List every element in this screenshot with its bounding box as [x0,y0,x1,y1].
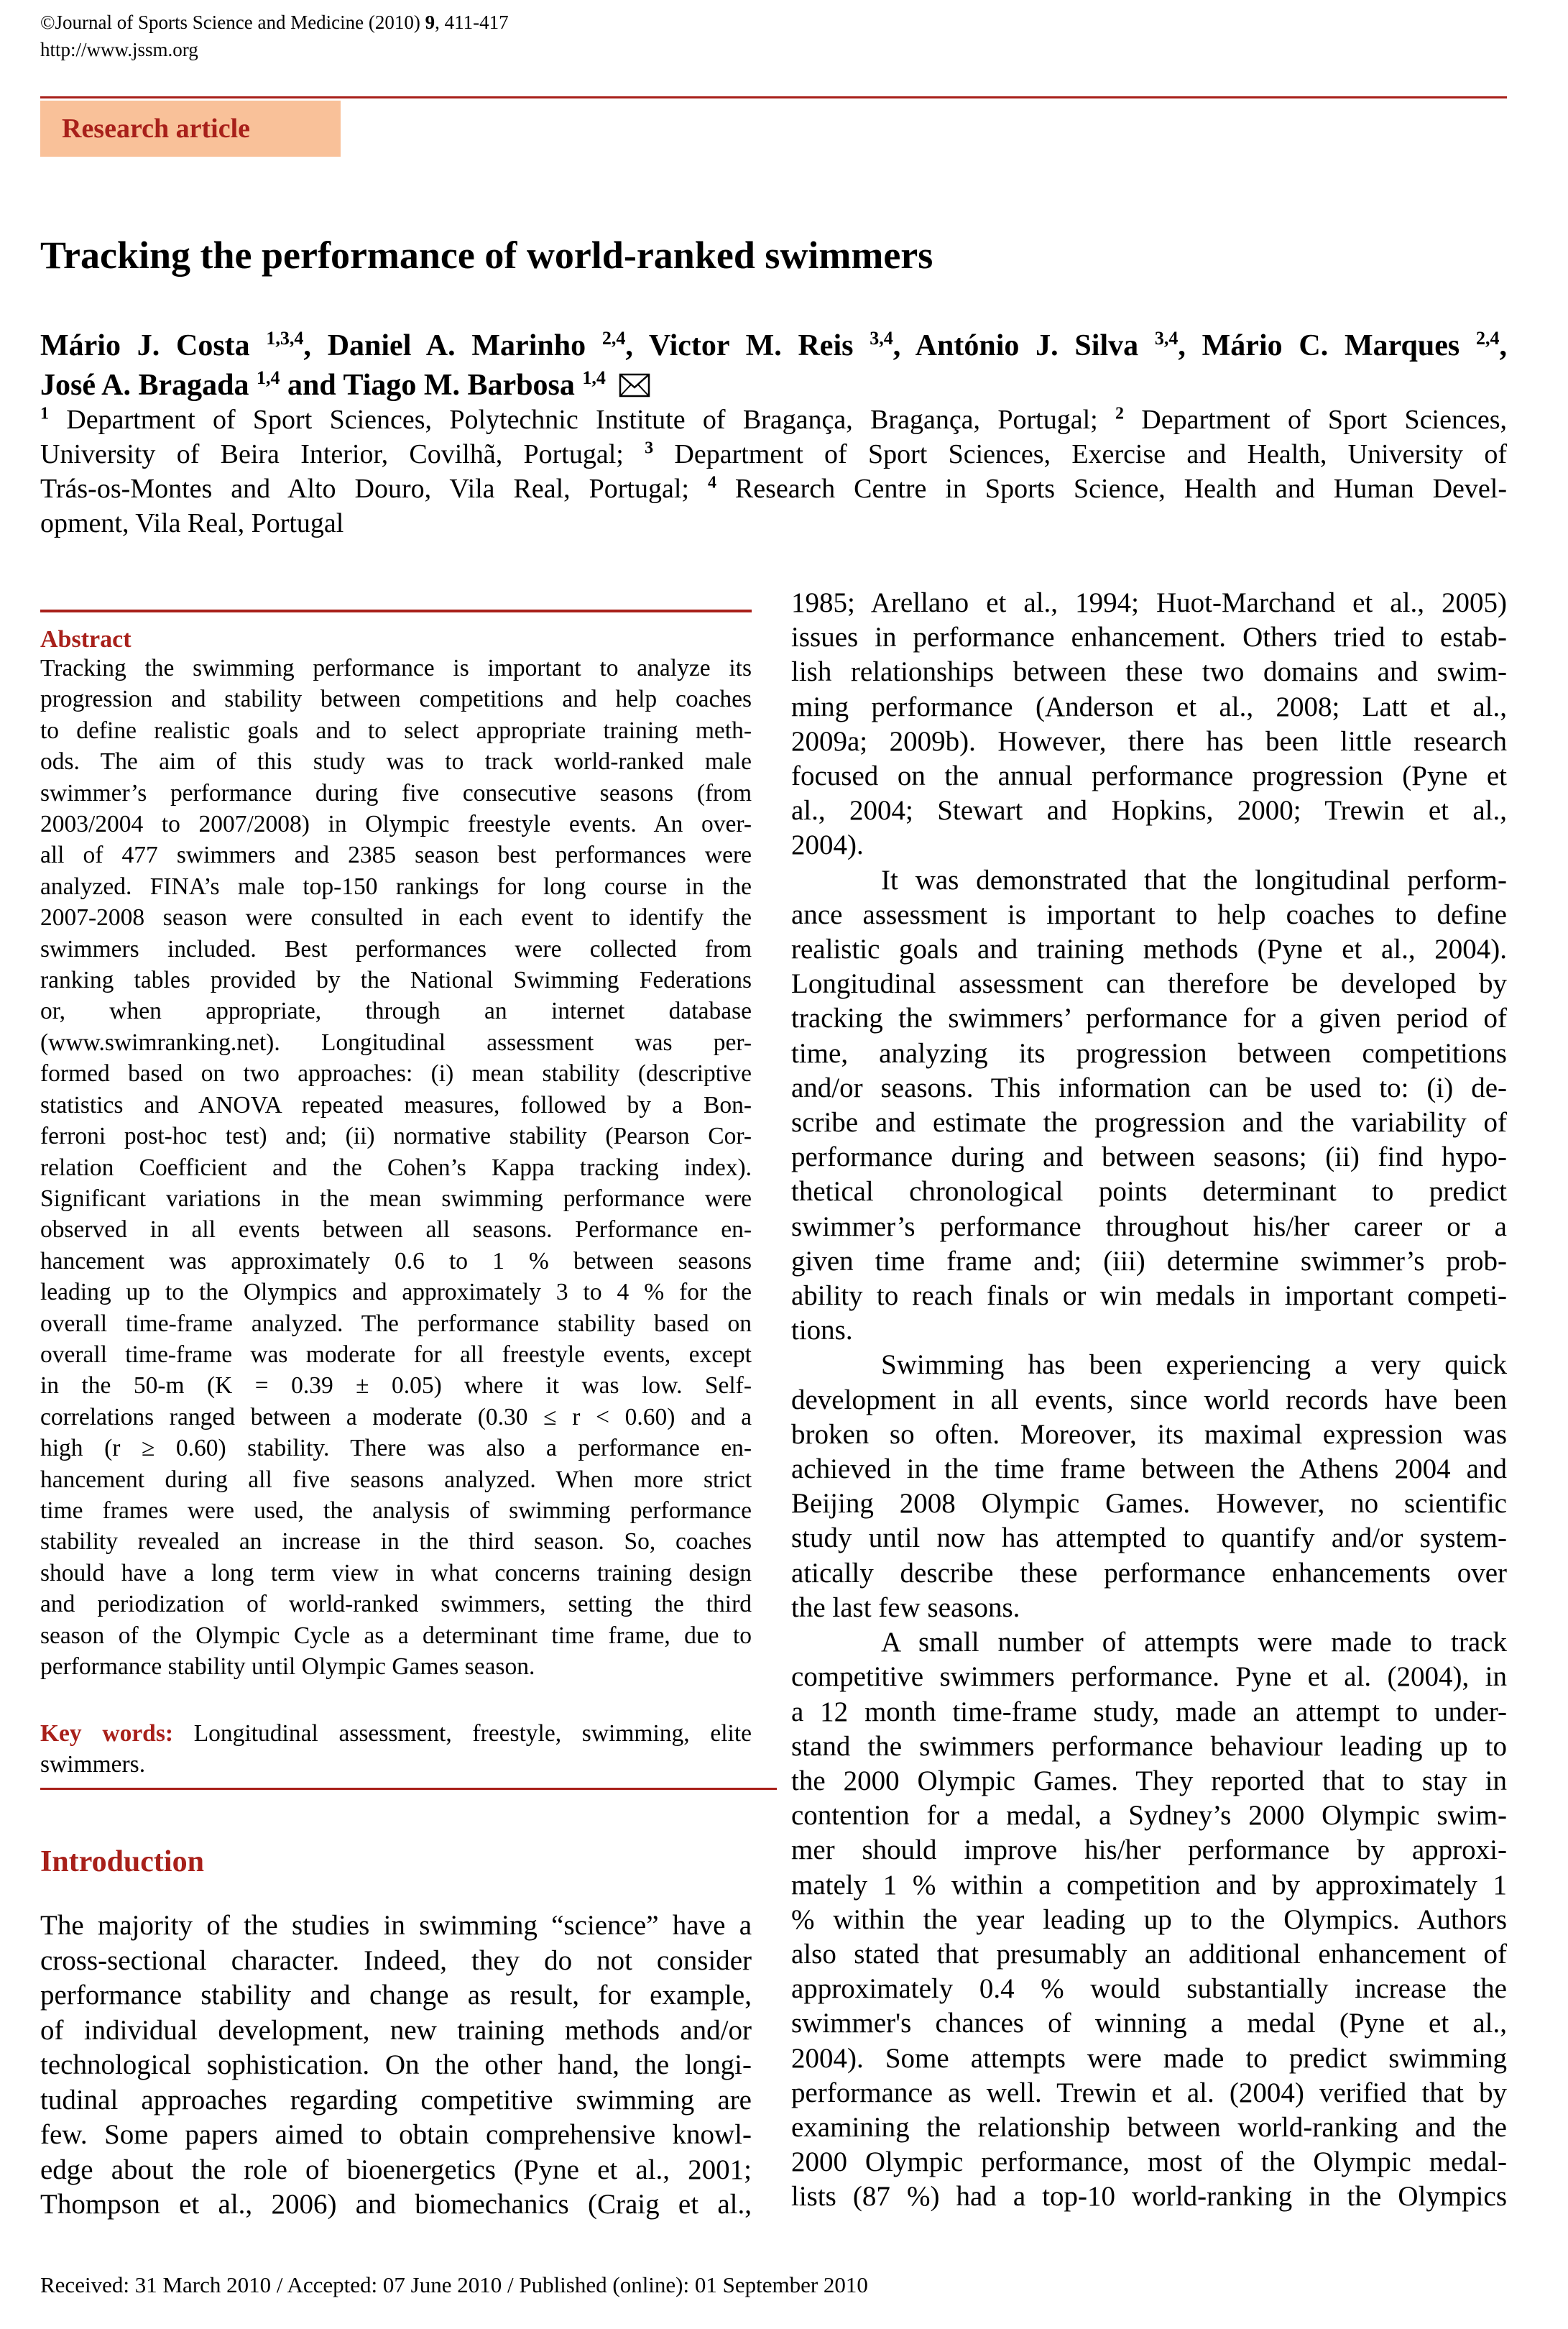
abstract-line: all of 477 swimmers and 2385 season best performances were [40,842,752,869]
body-text-line: tions. [791,1315,853,1346]
author-affiliation-marker: 3,4 [870,328,893,349]
body-text-line: al., 2004; Stewart and Hopkins, 2000; Trewin et al., [791,795,1507,827]
body-text-line: It was demonstrated that the longitudinal perform- [881,864,1507,896]
journal-url[interactable]: http://www.jssm.org [40,39,198,60]
body-text-line: ance assessment is important to help coaches to define [791,899,1507,930]
author-name: , Mário C. Marques [1178,329,1476,362]
body-text-line: examining the relationship between world-ranking and the [791,2111,1507,2143]
abstract-line: observed in all events between all seasons. Performance en- [40,1216,752,1244]
abstract-line: in the 50-m (K = 0.39 ± 0.05) where it was low. Self- [40,1372,752,1400]
body-text-line: realistic goals and training methods (Pyne et al., 2004). [791,934,1507,965]
abstract-top-rule [40,610,752,612]
author-separator: , [1499,329,1507,362]
journal-volume: 9 [425,12,435,33]
author-name: , Victor M. Reis [625,329,870,362]
author-name: , Daniel A. Marinho [303,329,602,362]
author-list [40,326,1507,405]
abstract-line: progression and stability between competitions and help coaches [40,686,752,713]
affiliation-text: Department of Sport Sciences, Polytechnic Institute of Bragança, Bragança, Portugal; [49,405,1115,435]
body-text-line: tracking the swimmers’ performance for a given period of [791,1003,1507,1034]
right-column-body [791,586,1507,2215]
abstract-line: swimmers included. Best performances were collected from [40,935,752,963]
introduction-body [40,1908,752,2223]
body-text-line: performance during and between seasons; (ii) find hypo- [791,1141,1507,1173]
body-text-line: development in all events, since world records have been [791,1384,1507,1415]
abstract-line: and periodization of world-ranked swimmers, setting the third [40,1591,752,1618]
body-text-line: issues in performance enhancement. Others tried to estab- [791,622,1507,653]
body-text-line: mer should improve his/her performance by approxi- [791,1834,1507,1866]
body-text-line: mately 1 % within a competition and by approximately 1 [791,1869,1507,1901]
body-text-line: performance as well. Trewin et al. (2004) verified that by [791,2077,1507,2108]
body-text-line: swimmer's chances of winning a medal (Pyne et al., [791,2008,1507,2039]
body-text-line: Longitudinal assessment can therefore be developed by [791,968,1507,1000]
introduction-line: tudinal approaches regarding competitive swimming are [40,2084,752,2116]
body-text-line: 1985; Arellano et al., 1994; Huot-Marchand et al., 2005) [791,587,1507,618]
body-text-line: swimmer’s performance throughout his/her career or a [791,1211,1507,1242]
keywords [40,1718,752,1781]
body-text-line: thetical chronological points determinant to predict [791,1176,1507,1208]
abstract-line: correlations ranged between a moderate (0.30 ≤ r < 0.60) and a [40,1403,752,1430]
abstract-line: swimmer’s performance during five consecutive seasons (from [40,779,752,807]
abstract-line: ferroni post-hoc test) and; (ii) normative stability (Pearson Cor- [40,1123,752,1150]
article-type-badge: Research article [40,101,341,157]
abstract-line: leading up to the Olympics and approximately 3 to 4 % for the [40,1279,752,1306]
body-text-line: atically describe these performance enhancements over [791,1557,1507,1589]
body-text-line: A small number of attempts were made to track [881,1627,1507,1658]
body-text-line: 2004). Some attempts were made to predict swimming [791,2042,1507,2074]
introduction-line: edge about the role of bioenergetics (Pyne et al., 2001; [40,2154,752,2185]
abstract-line: hancement during all five seasons analyzed. When more strict [40,1466,752,1493]
author-affiliation-marker: 1,4 [582,367,606,388]
keywords-label: Key words: [40,1720,174,1747]
publication-dates: Received: 31 March 2010 / Accepted: 07 June 2010 / Published (online): 01 September 2010 [40,2272,868,2297]
abstract-line: stability revealed an increase in the third season. So, coaches [40,1528,752,1556]
introduction-line: cross-sectional character. Indeed, they do not consider [40,1944,752,1976]
affiliation-number: 2 [1115,404,1124,423]
abstract-line: (www.swimranking.net). Longitudinal assessment was per- [40,1029,752,1056]
body-text-line: ability to reach finals or win medals in important competi- [791,1280,1507,1312]
abstract-line: performance stability until Olympic Games season. [40,1653,535,1680]
body-text-line: Beijing 2008 Olympic Games. However, no scientific [791,1488,1507,1520]
body-text-line: the 2000 Olympic Games. They reported that to stay in [791,1765,1507,1796]
abstract-line: overall time-frame was moderate for all freestyle events, except [40,1341,752,1368]
body-text-line: time, analyzing its progression between competitions [791,1037,1507,1069]
abstract-line: Tracking the swimming performance is important to analyze its [40,655,752,681]
author-affiliation-marker: 2,4 [1475,328,1500,349]
introduction-line: Thompson et al., 2006) and biomechanics (Craig et al., [40,2189,752,2220]
journal-citation: ©Journal of Sports Science and Medicine (2010) 9, 411-417 [40,12,509,33]
body-text-line: and/or seasons. This information can be used to: (i) de- [791,1072,1507,1103]
author-name: Mário J. Costa [40,329,267,362]
author-affiliation-marker: 2,4 [601,328,626,349]
affiliation-text: Department of Sport Sciences, Exercise and Health, University of [653,439,1507,469]
body-text-line: stand the swimmers performance behaviour leading up to [791,1730,1507,1762]
body-text-line: given time frame and; (iii) determine swimmer’s prob- [791,1245,1507,1277]
body-text-line: 2009a; 2009b). However, there has been little research [791,725,1507,757]
article-title: Tracking the performance of world-ranked swimmers [40,234,933,277]
body-text-line: a 12 month time-frame study, made an attempt to under- [791,1696,1507,1727]
abstract-line: to define realistic goals and to select appropriate training meth- [40,717,752,744]
introduction-line: of individual development, new training methods and/or [40,2014,752,2046]
affiliation-text: opment, Vila Real, Portugal [40,508,344,538]
abstract-line: 2003/2004 to 2007/2008) in Olympic freestyle events. An over- [40,811,752,838]
introduction-line: technological sophistication. On the other hand, the longi- [40,2049,752,2080]
affiliations [40,403,1507,541]
author-name: , António J. Silva [893,329,1155,362]
body-text-line: 2004). [791,830,864,861]
body-text-line: % within the year leading up to the Olympics. Authors [791,1903,1507,1935]
abstract-line: relation Coefficient and the Cohen’s Kappa tracking index). [40,1154,752,1181]
body-text-line: study until now has attempted to quantify and/or system- [791,1522,1507,1554]
abstract-line: ranking tables provided by the National Swimming Federations [40,967,752,994]
introduction-heading: Introduction [40,1845,204,1878]
abstract-body [40,653,752,1682]
body-text-line: lists (87 %) had a top-10 world-ranking in the Olympics [791,2181,1507,2213]
author-name: and Tiago M. Barbosa [280,369,583,402]
affiliation-number: 3 [645,438,654,458]
introduction-line: The majority of the studies in swimming “science” have a [40,1910,752,1941]
body-text-line: ming performance (Anderson et al., 2008; Latt et al., [791,691,1507,722]
abstract-line: 2007-2008 season were consulted in each event to identify the [40,904,752,932]
abstract-line: should have a long term view in what concerns training design [40,1559,752,1586]
affiliation-text: Research Centre in Sports Science, Health and Human Devel- [716,474,1507,504]
abstract-bottom-rule [40,1788,777,1790]
body-text-line: achieved in the time frame between the Athens 2004 and [791,1453,1507,1485]
body-text-line: 2000 Olympic performance, most of the Olympic medal- [791,2146,1507,2178]
introduction-line: few. Some papers aimed to obtain comprehensive knowl- [40,2119,752,2150]
abstract-line: formed based on two approaches: (i) mean stability (descriptive [40,1060,752,1088]
author-affiliation-marker: 3,4 [1154,328,1179,349]
author-affiliation-marker: 1,3,4 [266,328,304,349]
abstract-line: overall time-frame analyzed. The performance stability based on [40,1310,752,1337]
abstract-line: season of the Olympic Cycle as a determinant time frame, due to [40,1622,752,1649]
abstract-heading: Abstract [40,626,132,653]
keywords-text: Longitudinal assessment, freestyle, swimming, elite [173,1720,752,1747]
body-text-line: Swimming has been experiencing a very quick [881,1349,1507,1381]
body-text-line: lish relationships between these two domains and swim- [791,656,1507,688]
body-text-line: scribe and estimate the progression and the variability of [791,1107,1507,1139]
affiliation-text: Department of Sport Sciences, [1123,405,1508,435]
affiliation-text: University of Beira Interior, Covilhã, Portugal; [40,439,645,469]
body-text-line: broken so often. Moreover, its maximal expression was [791,1418,1507,1450]
body-text-line: competitive swimmers performance. Pyne et al. (2004), in [791,1661,1507,1693]
affiliation-number: 1 [40,404,49,423]
abstract-line: hancement was approximately 0.6 to 1 % between seasons [40,1247,752,1274]
abstract-line: analyzed. FINA’s male top-150 rankings for long course in the [40,873,752,900]
keywords-text: swimmers. [40,1751,146,1778]
abstract-line: ods. The aim of this study was to track world-ranked male [40,748,752,776]
affiliation-number: 4 [707,473,716,492]
abstract-line: high (r ≥ 0.60) stability. There was also a performance en- [40,1435,752,1462]
abstract-line: statistics and ANOVA repeated measures, followed by a Bon- [40,1091,752,1118]
body-text-line: approximately 0.4 % would substantially increase the [791,1973,1507,2005]
body-text-line: also stated that presumably an additional enhancement of [791,1938,1507,1970]
author-name: José A. Bragada [40,369,257,402]
envelope-icon[interactable] [619,369,650,393]
author-affiliation-marker: 1,4 [257,367,280,388]
body-text-line: focused on the annual performance progression (Pyne et [791,761,1507,792]
abstract-line: Significant variations in the mean swimming performance were [40,1185,752,1212]
affiliation-text: Trás-os-Montes and Alto Douro, Vila Real, Portugal; [40,474,708,504]
body-text-line: contention for a medal, a Sydney’s 2000 Olympic swim- [791,1800,1507,1832]
abstract-line: or, when appropriate, through an internet database [40,998,752,1025]
body-text-line: the last few seasons. [791,1591,1020,1623]
header-rule [40,96,1507,98]
introduction-line: performance stability and change as result, for example, [40,1980,752,2011]
abstract-line: time frames were used, the analysis of swimming performance [40,1497,752,1524]
